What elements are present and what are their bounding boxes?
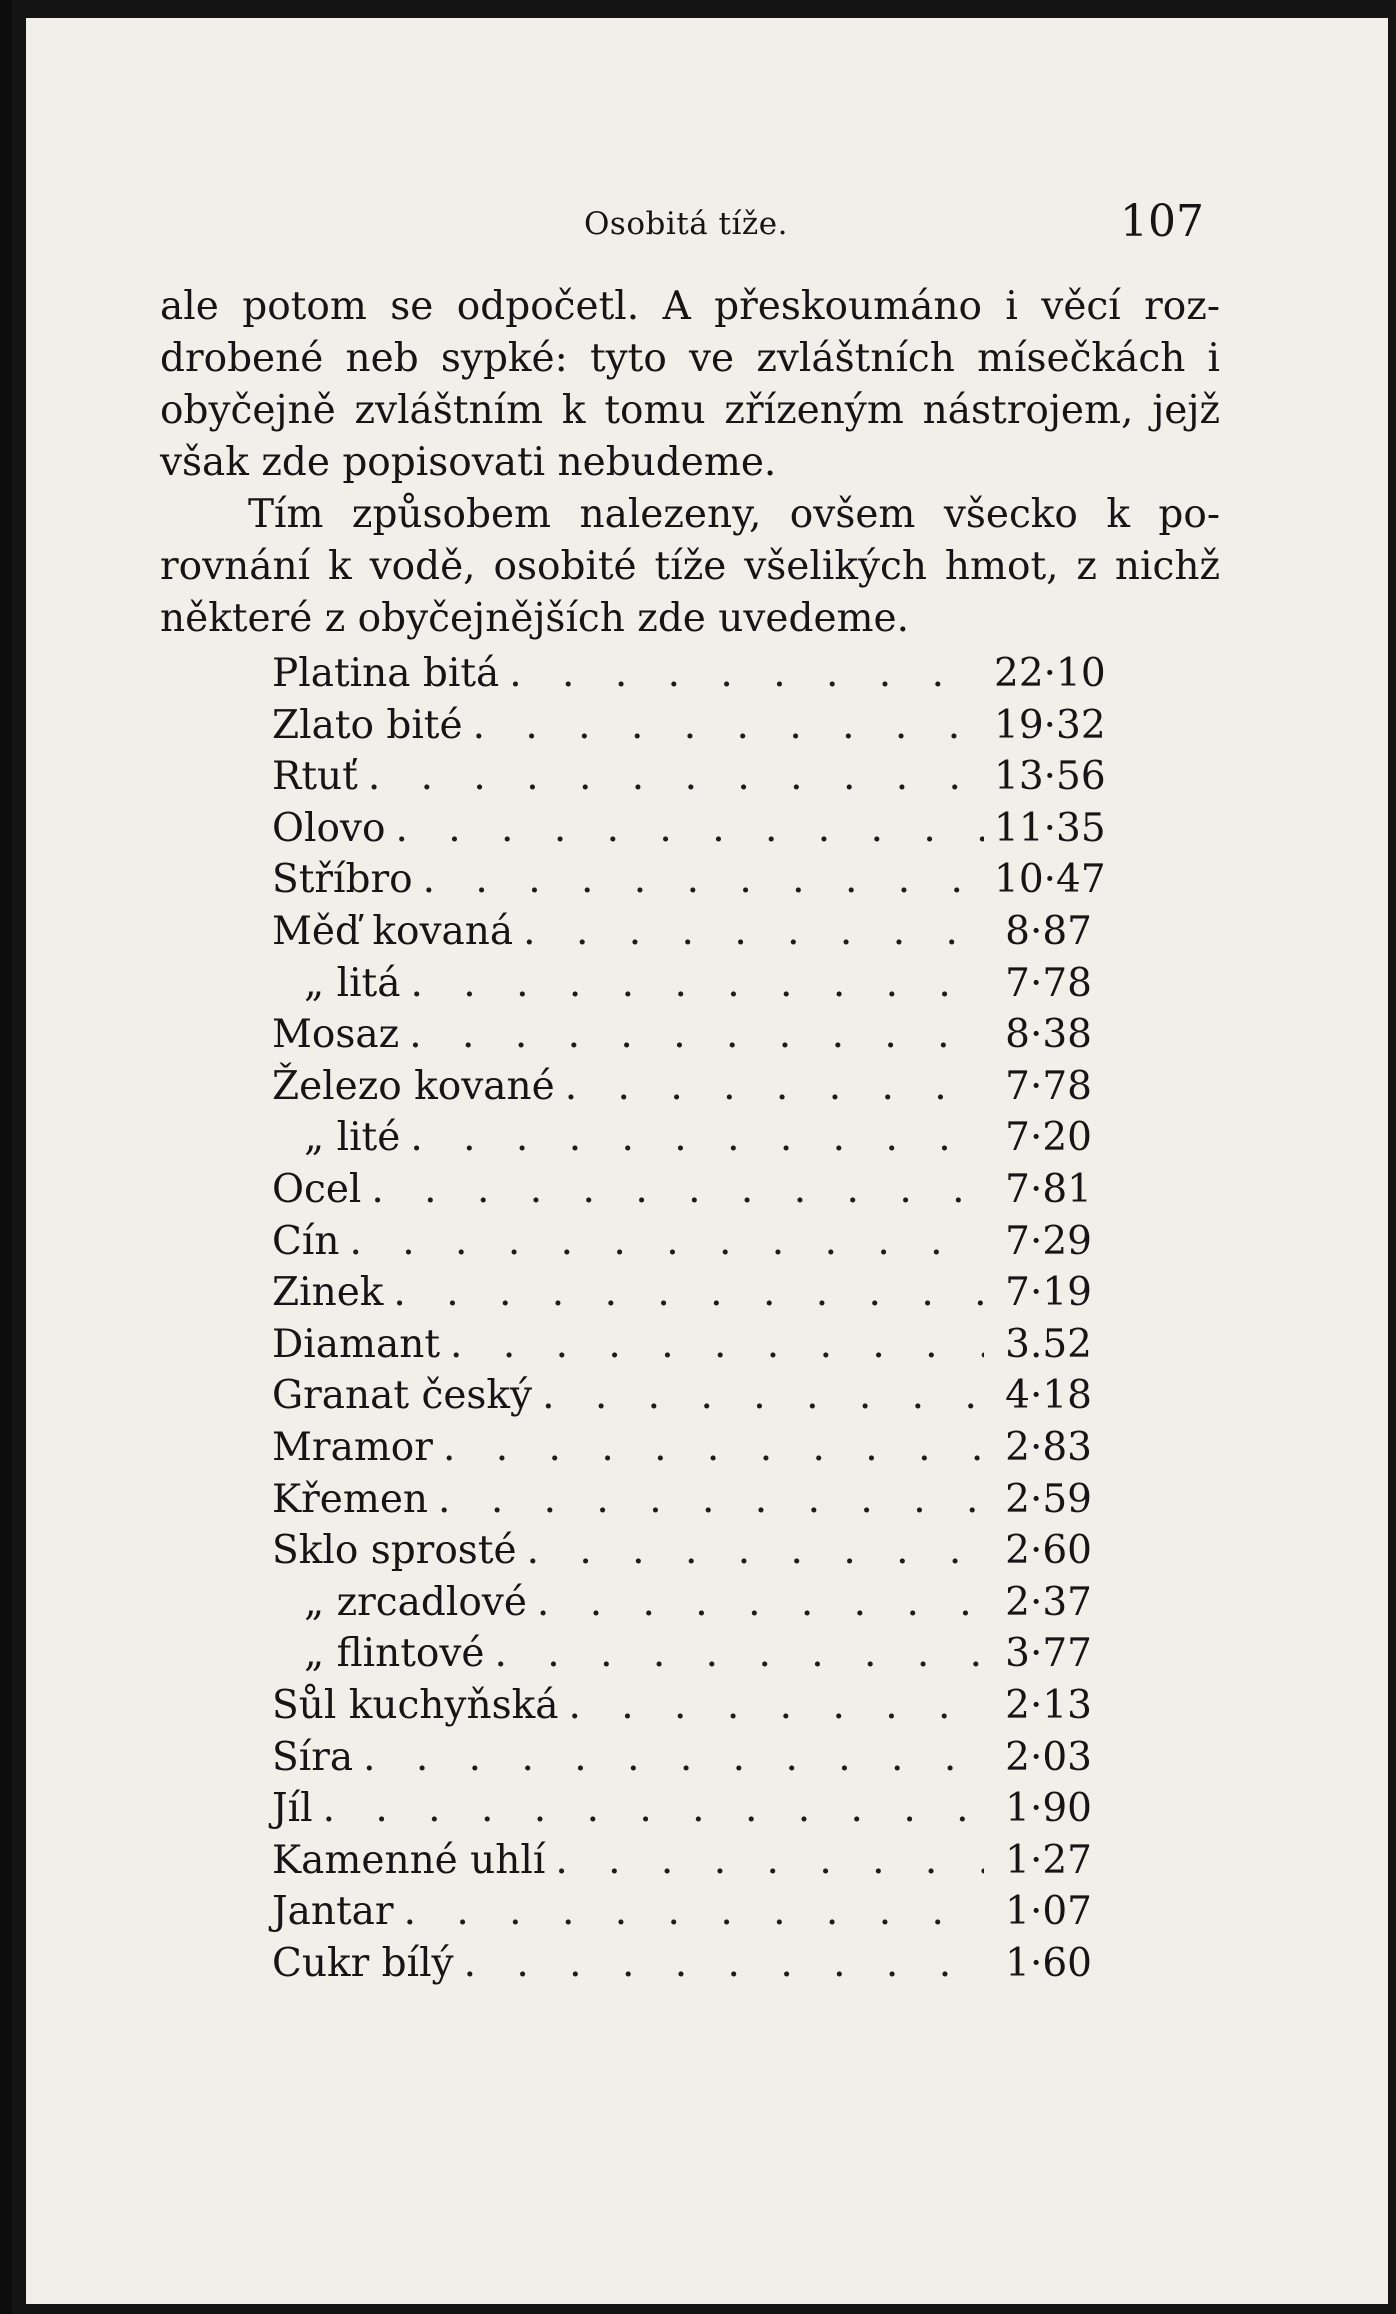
text-line: ale potom se odpočetl. A přeskoumáno i věcí roz- <box>160 284 1220 329</box>
gravity-value: 7·29 <box>1005 1218 1092 1264</box>
material-name: Sůl kuchyňská <box>272 1683 559 1728</box>
text-line: rovnání k vodě, osobité tíže všelikých hmot, z nichž <box>160 544 1220 589</box>
dot-leader <box>368 754 984 799</box>
material-name: Mosaz <box>272 1012 400 1058</box>
dot-leader <box>363 1735 984 1780</box>
material-name: Platina bitá <box>272 651 500 696</box>
dot-leader <box>371 1167 984 1212</box>
material-name: „ zrcadlové <box>304 1579 527 1625</box>
dot-leader <box>438 1477 984 1522</box>
gravity-value: 1·07 <box>1005 1889 1092 1935</box>
page-number: 107 <box>1120 196 1204 247</box>
gravity-value: 2·83 <box>1005 1425 1092 1470</box>
gravity-value: 2·60 <box>1005 1528 1092 1574</box>
material-name: Zlato bité <box>272 702 463 748</box>
dot-leader <box>473 703 984 748</box>
gravity-value: 7·19 <box>1005 1270 1092 1316</box>
table-row <box>272 1889 1092 1939</box>
paragraph-1 <box>160 281 1220 489</box>
table-row <box>272 1683 1092 1733</box>
page-header <box>26 188 1388 258</box>
paragraph-2 <box>160 489 1220 645</box>
dot-leader <box>565 1064 984 1109</box>
gravity-value: 8·87 <box>1005 909 1092 954</box>
material-name: „ lité <box>304 1115 401 1161</box>
gravity-value: 7·20 <box>1005 1115 1092 1161</box>
gravity-value: 1·90 <box>1005 1786 1092 1832</box>
table-row <box>272 1167 1092 1217</box>
material-name: Zinek <box>272 1270 384 1316</box>
dot-leader <box>410 961 984 1006</box>
gravity-value: 7·78 <box>1005 1063 1092 1109</box>
scan-edge <box>0 0 12 2314</box>
dot-leader <box>349 1219 984 1264</box>
text-line: některé z obyčejnějších zde uvedeme. <box>160 596 909 641</box>
gravity-value: 1·27 <box>1005 1837 1092 1883</box>
material-name: Železo kované <box>272 1063 555 1109</box>
gravity-value: 7·81 <box>1005 1167 1092 1212</box>
material-name: Jíl <box>272 1786 313 1832</box>
dot-leader <box>404 1889 984 1934</box>
table-row <box>272 1477 1092 1527</box>
gravity-value: 2·03 <box>1005 1734 1092 1780</box>
table-row <box>272 1786 1092 1836</box>
material-name: Olovo <box>272 805 386 851</box>
dot-leader <box>464 1941 984 1986</box>
table-row <box>272 651 1106 701</box>
table-row <box>272 1425 1092 1475</box>
table-row <box>272 1631 1092 1681</box>
dot-leader <box>393 1270 984 1315</box>
dot-leader <box>494 1631 984 1676</box>
gravity-value: 4·18 <box>1005 1373 1092 1419</box>
material-name: Mramor <box>272 1425 433 1470</box>
dot-leader <box>509 651 984 696</box>
material-name: Stříbro <box>272 857 413 903</box>
material-name: Granat český <box>272 1373 533 1419</box>
table-row <box>272 909 1092 959</box>
table-row <box>272 1219 1092 1269</box>
dot-leader <box>395 806 984 851</box>
dot-leader <box>423 857 984 902</box>
book-page <box>26 18 1388 2304</box>
material-name: Síra <box>272 1734 354 1780</box>
table-row <box>272 1115 1092 1165</box>
text-line: drobené neb sypké: tyto ve zvláštních mísečkách i <box>160 336 1220 381</box>
material-name: Diamant <box>272 1321 441 1367</box>
dot-leader <box>527 1528 984 1573</box>
material-name: Křemen <box>272 1476 429 1522</box>
material-name: Kamenné uhlí <box>272 1837 546 1883</box>
material-name: Cukr bílý <box>272 1941 454 1986</box>
dot-leader <box>542 1373 984 1418</box>
gravity-value: 2·13 <box>1005 1683 1092 1728</box>
gravity-value: 8·38 <box>1005 1012 1092 1058</box>
table-row <box>272 1270 1092 1320</box>
dot-leader <box>537 1580 984 1625</box>
dot-leader <box>323 1786 984 1831</box>
table-row <box>272 1580 1092 1630</box>
dot-leader <box>450 1322 984 1367</box>
dot-leader <box>555 1838 984 1883</box>
table-row <box>272 702 1106 753</box>
material-name: Cín <box>272 1218 340 1264</box>
text-line: obyčejně zvláštním k tomu zřízeným nástrojem, jejž <box>160 388 1220 433</box>
material-name: Jantar <box>272 1889 394 1935</box>
material-name: „ litá <box>304 960 401 1006</box>
table-row <box>272 1838 1092 1888</box>
dot-leader <box>523 909 984 954</box>
body-text <box>160 281 1220 645</box>
text-line: Tím způsobem nalezeny, ovšem všecko k po- <box>248 492 1220 537</box>
gravity-value: 13·56 <box>994 754 1106 800</box>
gravity-value: 1·60 <box>1005 1941 1092 1986</box>
table-row <box>272 1735 1092 1785</box>
gravity-value: 11·35 <box>994 805 1106 851</box>
text-line: však zde popisovati nebudeme. <box>160 440 777 485</box>
table-row <box>272 1064 1092 1114</box>
table-row <box>272 1528 1092 1578</box>
table-row <box>272 754 1106 804</box>
gravity-value: 19·32 <box>994 702 1106 748</box>
material-name: „ flintové <box>304 1631 485 1677</box>
material-name: Rtuť <box>272 754 358 800</box>
gravity-value: 2·37 <box>1005 1579 1092 1625</box>
gravity-value: 10·47 <box>994 857 1106 903</box>
gravity-value: 2·59 <box>1005 1476 1092 1522</box>
table-row <box>272 1012 1092 1062</box>
table-row <box>272 805 1106 856</box>
running-title: Osobitá tíže. <box>584 206 788 242</box>
material-name: Měď kovaná <box>272 909 514 954</box>
gravity-value: 3·77 <box>1005 1631 1092 1677</box>
material-name: Ocel <box>272 1167 362 1212</box>
table-row <box>272 857 1106 907</box>
dot-leader <box>410 1115 984 1160</box>
dot-leader <box>443 1425 984 1470</box>
dot-leader <box>409 1012 984 1057</box>
table-row <box>272 1941 1092 1991</box>
table-row <box>272 961 1092 1011</box>
gravity-value: 3.52 <box>1005 1321 1092 1367</box>
gravity-value: 7·78 <box>1005 960 1092 1006</box>
gravity-value: 22·10 <box>994 651 1106 696</box>
material-name: Sklo sprosté <box>272 1528 517 1574</box>
table-row <box>272 1322 1092 1372</box>
dot-leader <box>568 1683 984 1728</box>
table-row <box>272 1373 1092 1423</box>
